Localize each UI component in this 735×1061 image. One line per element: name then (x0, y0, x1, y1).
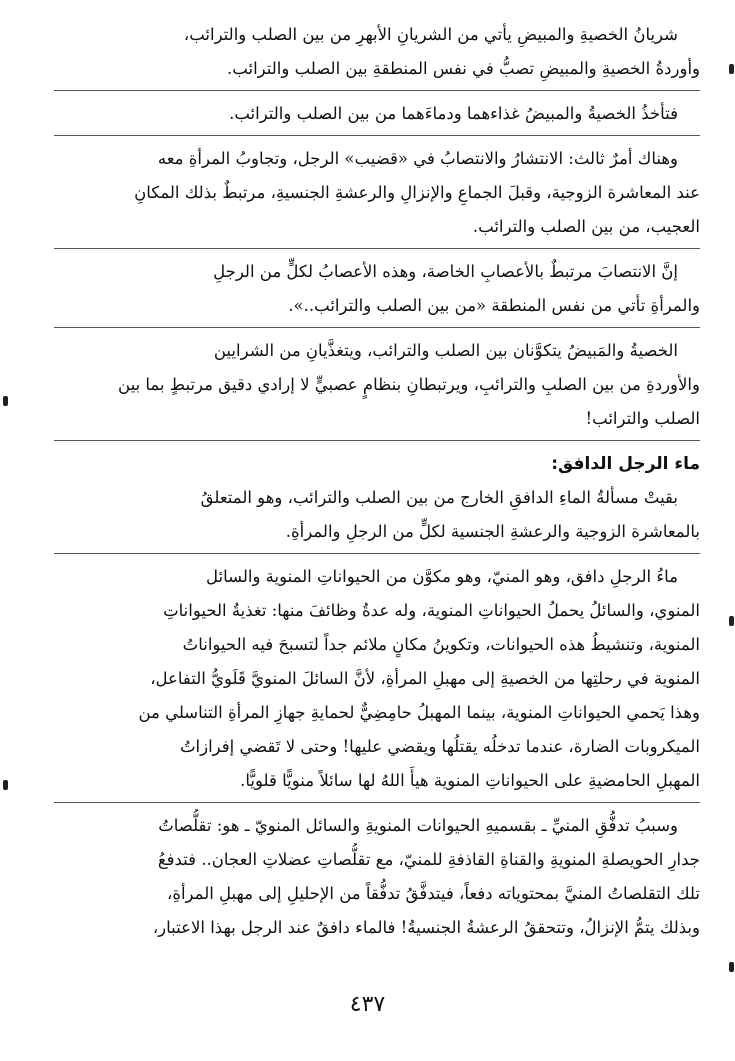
paragraph-separator (54, 327, 700, 328)
paragraph (54, 560, 700, 798)
text-block-bottom (54, 481, 700, 945)
margin-mark (729, 616, 734, 626)
text-line: وهذا يَحمي الحيواناتِ المنوية، بينما المهبلُ حامِضِيٌّ لحمايةِ جهازِ المرأةِ التناسلي من (138, 703, 700, 722)
margin-mark (3, 780, 8, 790)
text-line: وبذلك يتمُّ الإنزالُ، وتتحققُ الرعشةُ الجنسيةُ! فالماء دافقٌ عند الرجل بهذا الاعتبار، (152, 918, 700, 937)
text-line: تلك التقلصاتُ المنيَّ بمحتوياته دفعاً، فيتدفَّقُ تدفُّقاً من الإحليلِ إلى مهبلِ المرأةِ، (167, 884, 700, 903)
text-line: المنوي، والسائلُ يحملُ الحيواناتِ المنوية، وله عدةُ وظائفَ منها: تغذيةُ الحيواناتِ (163, 601, 700, 620)
paragraph-separator (54, 802, 700, 803)
text-line: عند المعاشرة الزوجية، وقبلَ الجماعِ والإنزالِ والرعشةِ الجنسيةِ، مرتبطٌ بذلك المكانِ (134, 183, 700, 202)
text-line: ماءُ الرجلِ دافق، وهو المنيّ، وهو مكوَّن من الحيواناتِ المنوية والسائل (206, 567, 678, 586)
paragraph (54, 481, 700, 549)
paragraph-separator (54, 553, 700, 554)
paragraph (54, 255, 700, 323)
text-line: وأوردةُ الخصيةِ والمبيضِ تصبُّ في نفس المنطقةِ بين الصلب والترائب. (227, 59, 700, 78)
text-line: المنوية، وتنشيطُ هذه الحيوانات، وتكوينُ مكانٍ ملائم جداً لتسبحَ فيه الحيواناتُ (182, 635, 700, 654)
margin-mark (729, 962, 734, 972)
text-line: وهناك أمرٌ ثالث: الانتشارُ والانتصابُ في «قضيب» الرجل، وتجاوبُ المرأةِ معه (157, 149, 678, 168)
text-line: الخصيةُ والمَبيضُ يتكوَّنان بين الصلب والترائب، ويتغذَّيانِ من الشرايين (213, 341, 678, 360)
section-heading: ماء الرجل الدافق: (551, 454, 700, 474)
text-line: بقيتْ مسألةُ الماءِ الدافقِ الخارج من بين الصلب والترائب، وهو المتعلقُ (200, 488, 678, 507)
text-line: بالمعاشرة الزوجية والرعشةِ الجنسية لكلٍّ من الرجلِ والمرأةِ. (285, 522, 700, 541)
text-line: إنَّ الانتصابَ مرتبطٌ بالأعصابِ الخاصة، وهذه الأعصابُ لكلٍّ من الرجلِ (213, 262, 678, 281)
text-line: جدارِ الحويصلةِ المنويةِ والقناةِ القاذفةِ للمنيّ، مع تقلُّصاتِ عضلاتِ العجان.. فتدفعُ (157, 850, 700, 869)
paragraph (54, 142, 700, 244)
paragraph (54, 18, 700, 86)
paragraph-separator (54, 248, 700, 249)
text-line: المهبلِ الحامضيةِ على الحيواناتِ المنوية هيأَ اللهُ لها سائلاً منويًّا قلويًّا. (240, 771, 700, 790)
text-line: فتأخذُ الخصيةُ والمبيضُ غذاءهما ودماءَهما من بين الصلب والترائب. (229, 104, 678, 123)
margin-mark (3, 396, 8, 406)
text-block-top (54, 18, 700, 441)
paragraph (54, 334, 700, 436)
page-body (54, 18, 700, 945)
paragraph (54, 809, 700, 945)
text-line: وسببُ تدفُّقِ المنيِّ ـ بقسميهِ الحيوانات المنويةِ والسائل المنويّ ـ هو: تقلُّصاتُ (158, 816, 678, 835)
margin-mark (729, 64, 734, 74)
text-line: الميكروبات الضارة، عندما تدخلُه يقتلُها ويقضي عليها! وحتى لا تَقضي إفرازاتُ (180, 737, 700, 756)
text-line: والأوردةِ من بين الصلبِ والترائبِ، ويرتبطانِ بنظامٍ عصبيٍّ لا إرادي دقيق مرتبطٍ بما بين (118, 375, 700, 394)
paragraph (54, 97, 700, 131)
text-line: شريانُ الخصيةِ والمبيضِ يأتي من الشريانِ الأبهرِ من بين الصلب والترائب، (183, 25, 678, 44)
page-number: ٤٣٧ (349, 992, 386, 1017)
text-line: الصلب والترائب! (585, 409, 700, 428)
text-line: العجيب، من بين الصلب والترائب. (472, 217, 700, 236)
paragraph-separator (54, 90, 700, 91)
text-line: المنوية في رحلتِها من الخصيةِ إلى مهبلِ المرأةِ، لأنَّ السائلَ المنويَّ قَلَويُّ التفاعل، (150, 669, 700, 688)
text-line: والمرأةِ تأتي من نفس المنطقة «من بين الصلب والترائب..». (288, 296, 700, 315)
paragraph-separator (54, 440, 700, 441)
paragraph-separator (54, 135, 700, 136)
